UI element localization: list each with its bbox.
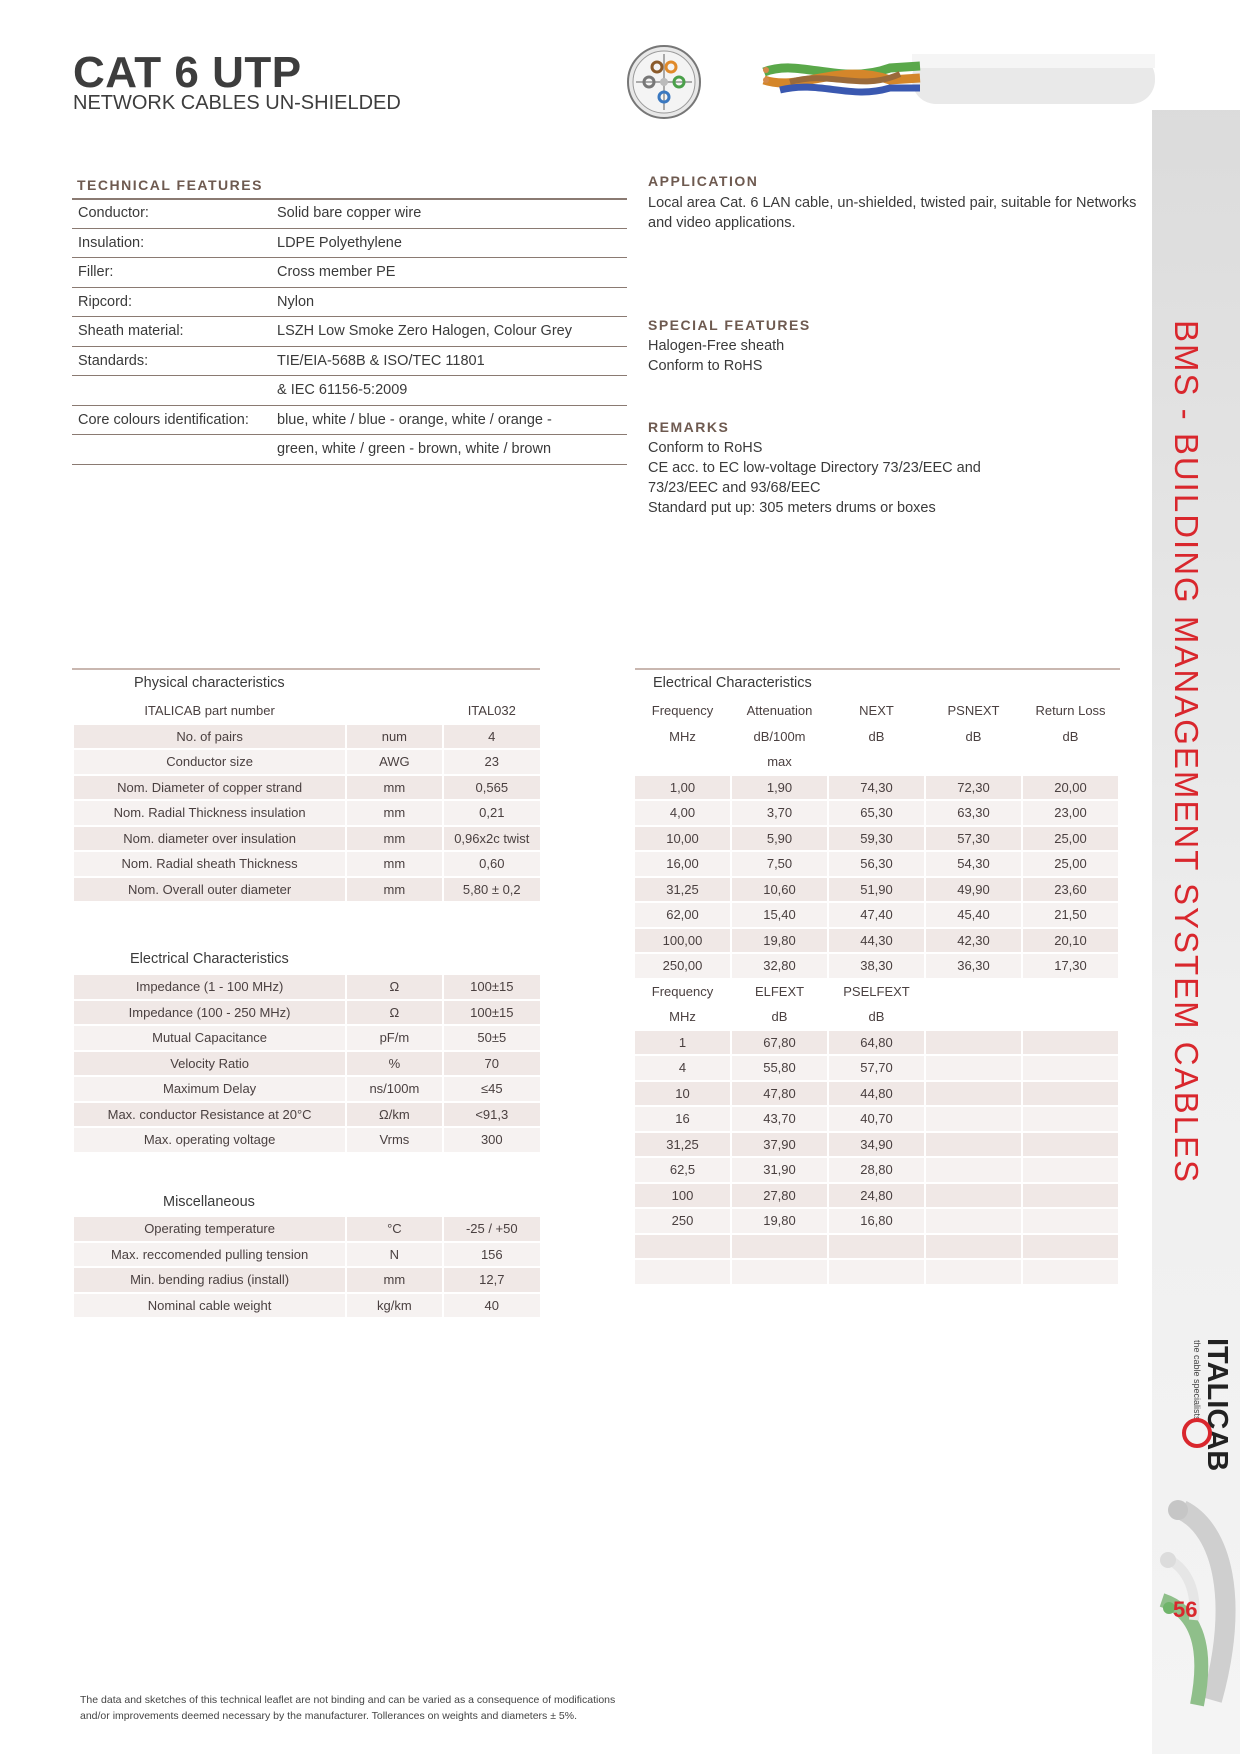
feature-value: green, white / green - brown, white / brown [277, 441, 552, 457]
table-cell: Frequency [651, 983, 714, 999]
remark-line: 73/23/EEC and 93/68/EEC [648, 480, 821, 496]
table-cell: 4 [635, 1056, 730, 1080]
table-cell [1023, 1107, 1118, 1131]
table-cell: Nom. Diameter of copper strand [74, 776, 345, 800]
table-row [72, 288, 627, 318]
table-cell: mm [347, 852, 441, 876]
table-cell: 250 [635, 1209, 730, 1233]
table-cell: 100±15 [444, 1001, 540, 1025]
table-cell: 62,5 [635, 1158, 730, 1182]
table-cell: 4,00 [635, 801, 730, 825]
page-subtitle: NETWORK CABLES UN-SHIELDED [73, 92, 401, 114]
table-cell: Frequency [651, 703, 714, 719]
application-heading: APPLICATION [648, 173, 759, 189]
page-title: CAT 6 UTP [73, 48, 302, 97]
vertical-category-title: BMS - BUILDING MANAGEMENT SYSTEM CABLES [1168, 320, 1205, 1185]
table-cell: Min. bending radius (install) [74, 1268, 345, 1292]
table-cell [1023, 1158, 1118, 1182]
table-cell: 100±15 [444, 975, 540, 999]
table-cell: 20,00 [1023, 776, 1118, 800]
table-cell [1023, 1209, 1118, 1233]
table-cell: 16,80 [829, 1209, 924, 1233]
feature-label: Insulation: [78, 234, 145, 251]
table-row [72, 347, 627, 377]
table-cell [732, 1260, 827, 1284]
table-cell: 70 [444, 1052, 540, 1076]
table-row [635, 980, 1118, 1004]
table-cell: PSNEXT [947, 703, 1000, 719]
table-cell: 16,00 [635, 852, 730, 876]
table-cell: ns/100m [347, 1077, 441, 1101]
table-cell [926, 750, 1021, 774]
table-cell: 47,40 [829, 903, 924, 927]
table-cell: 23,60 [1023, 878, 1118, 902]
table-row [635, 1005, 1118, 1029]
table-cell: N [347, 1243, 441, 1267]
physical-table [72, 697, 542, 903]
table-cell: 5,80 ± 0,2 [444, 878, 540, 902]
physical-caption: Physical characteristics [134, 675, 285, 691]
table-cell: 100 [635, 1184, 730, 1208]
feature-value: LDPE Polyethylene [277, 234, 402, 251]
table-row [635, 929, 1118, 953]
table-row [635, 1082, 1118, 1106]
table-cell: 20,10 [1023, 929, 1118, 953]
table-cell: max [767, 754, 792, 770]
table-row [635, 1133, 1118, 1157]
disclaimer [80, 1692, 615, 1724]
table-cell [1023, 980, 1118, 1004]
table-cell: 23,00 [1023, 801, 1118, 825]
technical-features-heading: TECHNICAL FEATURES [77, 177, 263, 193]
table-cell: 16 [635, 1107, 730, 1131]
table-row [635, 1184, 1118, 1208]
table-cell: 72,30 [926, 776, 1021, 800]
table-cell: Return Loss [1035, 703, 1106, 719]
table-row [74, 750, 540, 774]
table-cell: 57,30 [926, 827, 1021, 851]
physical-top-rule [72, 668, 540, 670]
cable-side-image [760, 52, 1155, 108]
cable-cross-section-image [626, 44, 702, 120]
table-cell: pF/m [347, 1026, 441, 1050]
table-cell: mm [347, 878, 441, 902]
table-cell: Nom. diameter over insulation [74, 827, 345, 851]
table-row [74, 975, 540, 999]
table-row [74, 1103, 540, 1127]
electrical-table [72, 973, 542, 1154]
table-row [74, 1026, 540, 1050]
table-cell: 4 [444, 725, 540, 749]
table-row [74, 1128, 540, 1152]
table-cell: Impedance (100 - 250 MHz) [74, 1001, 345, 1025]
table-cell: 0,21 [444, 801, 540, 825]
feature-value: Cross member PE [277, 264, 396, 280]
table-cell: Velocity Ratio [74, 1052, 345, 1076]
table-cell [1023, 1260, 1118, 1284]
table-cell: Mutual Capacitance [74, 1026, 345, 1050]
table-cell [635, 1260, 730, 1284]
table-row [635, 1158, 1118, 1182]
feature-label: Filler: [78, 264, 114, 280]
table-row [74, 699, 540, 723]
table-cell [926, 1082, 1021, 1106]
table-row [635, 801, 1118, 825]
feature-value: LSZH Low Smoke Zero Halogen, Colour Grey [277, 323, 572, 339]
table-cell [926, 1133, 1021, 1157]
special-features-heading: SPECIAL FEATURES [648, 317, 811, 333]
table-row [72, 229, 627, 259]
technical-features-table [72, 199, 627, 465]
remark-line: Standard put up: 305 meters drums or boxes [648, 500, 936, 516]
electrical-frequency-table [633, 697, 1120, 1286]
table-cell [732, 1235, 827, 1259]
table-cell [1023, 1031, 1118, 1055]
table-cell: 21,50 [1023, 903, 1118, 927]
table-row [72, 406, 627, 436]
table-cell: 10,60 [732, 878, 827, 902]
table-cell [1023, 1082, 1118, 1106]
table-cell: Ω [347, 975, 441, 999]
remark-line: Conform to RoHS [648, 440, 763, 456]
disclaimer-line: and/or improvements deemed necessary by the manufacturer. Tollerances on weights and diameters ± 5%. [80, 1710, 577, 1722]
table-cell: 100,00 [635, 929, 730, 953]
logo-wordmark: ITALICAB [1201, 1338, 1232, 1472]
table-row [74, 1001, 540, 1025]
table-row [635, 1056, 1118, 1080]
table-cell: Ω/km [347, 1103, 441, 1127]
table-cell: Maximum Delay [74, 1077, 345, 1101]
table-row [635, 725, 1118, 749]
table-cell: 10,00 [635, 827, 730, 851]
table-cell: Vrms [347, 1128, 441, 1152]
table-cell: Max. operating voltage [74, 1128, 345, 1152]
table-cell: 31,90 [732, 1158, 827, 1182]
sidebar-top-blank [1152, 0, 1240, 110]
page-number: 56 [1173, 1597, 1198, 1622]
table-row [72, 258, 627, 288]
table-row [635, 1260, 1118, 1284]
table-cell: mm [347, 776, 441, 800]
table-cell [926, 1107, 1021, 1131]
table-cell: ≤45 [444, 1077, 540, 1101]
table-cell: num [347, 725, 441, 749]
table-cell: Impedance (1 - 100 MHz) [74, 975, 345, 999]
table-cell: Ω [347, 1001, 441, 1025]
remarks-heading: REMARKS [648, 419, 730, 435]
table-cell: No. of pairs [74, 725, 345, 749]
feature-label: Sheath material: [78, 323, 184, 339]
table-cell: NEXT [859, 703, 894, 719]
table-cell: PSELFEXT [843, 983, 910, 999]
table-cell: 67,80 [732, 1031, 827, 1055]
table-row [72, 317, 627, 347]
table-cell: 74,30 [829, 776, 924, 800]
table-cell [635, 750, 730, 774]
table-cell: 27,80 [732, 1184, 827, 1208]
table-cell: MHz [669, 1009, 696, 1025]
table-cell: 0,565 [444, 776, 540, 800]
table-cell [1023, 1235, 1118, 1259]
table-cell: 50±5 [444, 1026, 540, 1050]
table-cell [347, 699, 441, 723]
table-cell: ITAL032 [467, 703, 516, 719]
table-cell: 25,00 [1023, 827, 1118, 851]
table-cell: 0,96x2c twist [444, 827, 540, 851]
table-cell [926, 1056, 1021, 1080]
table-row [635, 878, 1118, 902]
table-row [635, 954, 1118, 978]
table-cell [1023, 1184, 1118, 1208]
table-cell [1023, 1005, 1118, 1029]
table-row [635, 1031, 1118, 1055]
table-cell: 57,70 [829, 1056, 924, 1080]
table-cell: 56,30 [829, 852, 924, 876]
table-cell: Max. reccomended pulling tension [74, 1243, 345, 1267]
feature-value: TIE/EIA-568B & ISO/TEC 11801 [277, 352, 485, 369]
electrical-right-top-rule [635, 668, 1120, 670]
table-cell: 5,90 [732, 827, 827, 851]
table-cell: ELFEXT [754, 983, 805, 999]
table-cell: 32,80 [732, 954, 827, 978]
table-cell: -25 / +50 [444, 1217, 540, 1241]
table-cell: 38,30 [829, 954, 924, 978]
table-row [635, 852, 1118, 876]
misc-table [72, 1215, 542, 1319]
table-row [72, 199, 627, 229]
table-cell: 49,90 [926, 878, 1021, 902]
table-cell: dB [868, 728, 885, 744]
table-cell: 51,90 [829, 878, 924, 902]
table-row [635, 750, 1118, 774]
table-cell: % [347, 1052, 441, 1076]
table-cell: 31,25 [635, 1133, 730, 1157]
table-row [635, 903, 1118, 927]
electrical-right-caption: Electrical Characteristics [653, 675, 812, 691]
table-cell: 45,40 [926, 903, 1021, 927]
table-row [635, 776, 1118, 800]
special-feature-line: Halogen-Free sheath [648, 338, 785, 354]
table-cell: mm [347, 801, 441, 825]
table-cell: MHz [669, 728, 696, 744]
table-row [74, 801, 540, 825]
table-cell: 1,90 [732, 776, 827, 800]
table-row [635, 1107, 1118, 1131]
table-cell: 40 [444, 1294, 540, 1318]
table-cell [926, 1031, 1021, 1055]
remarks-text [648, 438, 981, 518]
table-cell [926, 980, 1021, 1004]
table-cell [1023, 1133, 1118, 1157]
table-cell: 44,30 [829, 929, 924, 953]
table-row [74, 852, 540, 876]
feature-value: Solid bare copper wire [277, 205, 422, 221]
table-cell: 12,7 [444, 1268, 540, 1292]
table-cell [926, 1235, 1021, 1259]
table-cell: °C [347, 1217, 441, 1241]
table-cell: 1 [635, 1031, 730, 1055]
table-cell: Conductor size [74, 750, 345, 774]
table-row [74, 878, 540, 902]
table-cell: 1,00 [635, 776, 730, 800]
electrical-caption: Electrical Characteristics [130, 951, 289, 967]
table-cell: 63,30 [926, 801, 1021, 825]
table-cell: 36,30 [926, 954, 1021, 978]
table-cell: Nom. Overall outer diameter [74, 878, 345, 902]
feature-label: Ripcord: [78, 293, 132, 310]
special-features-text [648, 336, 784, 376]
table-cell: 65,30 [829, 801, 924, 825]
table-cell: 47,80 [732, 1082, 827, 1106]
disclaimer-line: The data and sketches of this technical leaflet are not binding and can be varied as a consequence of modifications [80, 1694, 616, 1706]
feature-value: & IEC 61156-5:2009 [277, 382, 408, 398]
table-row [74, 776, 540, 800]
feature-label: Standards: [78, 352, 149, 369]
table-cell: 34,90 [829, 1133, 924, 1157]
table-cell: Max. conductor Resistance at 20°C [74, 1103, 345, 1127]
table-cell: 156 [444, 1243, 540, 1267]
table-cell: dB [1062, 728, 1079, 744]
feature-value: Nylon [277, 293, 315, 310]
table-cell [926, 1158, 1021, 1182]
table-cell: 55,80 [732, 1056, 827, 1080]
table-cell: kg/km [347, 1294, 441, 1318]
table-row [74, 1052, 540, 1076]
table-cell: 0,60 [444, 852, 540, 876]
table-row [74, 1243, 540, 1267]
table-row [72, 376, 627, 406]
table-cell: 25,00 [1023, 852, 1118, 876]
table-cell: Attenuation [746, 703, 813, 719]
table-cell: dB [965, 728, 982, 744]
table-cell: AWG [347, 750, 441, 774]
table-cell: 10 [635, 1082, 730, 1106]
table-cell: 28,80 [829, 1158, 924, 1182]
table-cell: ITALICAB part number [144, 703, 275, 719]
table-row [72, 435, 627, 465]
table-cell: dB [868, 1009, 885, 1025]
table-cell: 44,80 [829, 1082, 924, 1106]
table-cell: 54,30 [926, 852, 1021, 876]
table-row [74, 1268, 540, 1292]
table-cell: Operating temperature [74, 1217, 345, 1241]
table-cell [926, 1209, 1021, 1233]
table-cell: 40,70 [829, 1107, 924, 1131]
italicab-logo [1162, 1330, 1232, 1480]
table-row [635, 1235, 1118, 1259]
table-cell: Nom. Radial sheath Thickness [74, 852, 345, 876]
table-cell [829, 1260, 924, 1284]
feature-label: Core colours identification: [78, 411, 249, 428]
table-cell: mm [347, 1268, 441, 1292]
table-cell: 250,00 [635, 954, 730, 978]
table-row [74, 1294, 540, 1318]
table-cell: dB [771, 1009, 788, 1025]
table-row [74, 1077, 540, 1101]
feature-label: Conductor: [78, 205, 149, 221]
table-cell: 24,80 [829, 1184, 924, 1208]
table-cell: 64,80 [829, 1031, 924, 1055]
table-cell [1023, 750, 1118, 774]
application-text [648, 193, 1138, 233]
table-cell: 43,70 [732, 1107, 827, 1131]
table-cell: Nom. Radial Thickness insulation [74, 801, 345, 825]
table-cell [829, 750, 924, 774]
table-row [74, 725, 540, 749]
table-cell: <91,3 [444, 1103, 540, 1127]
table-cell [829, 1235, 924, 1259]
application-line: Local area Cat. 6 LAN cable, un-shielded, twisted pair, suitable for Networks [648, 195, 1137, 211]
table-cell [635, 1235, 730, 1259]
table-cell: 31,25 [635, 878, 730, 902]
table-cell: 42,30 [926, 929, 1021, 953]
table-cell: dB/100m [753, 728, 806, 744]
table-cell: 62,00 [635, 903, 730, 927]
remark-line: CE acc. to EC low-voltage Directory 73/23/EEC and [648, 460, 981, 476]
table-cell [1023, 1056, 1118, 1080]
table-row [635, 699, 1118, 723]
table-cell [926, 1184, 1021, 1208]
table-cell [926, 1005, 1021, 1029]
table-cell: 15,40 [732, 903, 827, 927]
table-cell: mm [347, 827, 441, 851]
table-cell: 37,90 [732, 1133, 827, 1157]
table-cell: 59,30 [829, 827, 924, 851]
feature-value: blue, white / blue - orange, white / orange - [277, 411, 552, 428]
table-cell: 3,70 [732, 801, 827, 825]
table-cell: 300 [444, 1128, 540, 1152]
table-cell: 19,80 [732, 1209, 827, 1233]
table-row [635, 1209, 1118, 1233]
misc-caption: Miscellaneous [163, 1194, 255, 1210]
logo-tagline: the cable specialists [1192, 1340, 1202, 1421]
table-row [74, 827, 540, 851]
table-cell: 7,50 [732, 852, 827, 876]
special-feature-line: Conform to RoHS [648, 358, 763, 374]
application-line: and video applications. [648, 215, 796, 231]
table-row [635, 827, 1118, 851]
table-cell: 17,30 [1023, 954, 1118, 978]
table-cell: Nominal cable weight [74, 1294, 345, 1318]
table-cell: 23 [444, 750, 540, 774]
table-row [74, 1217, 540, 1241]
table-cell: 19,80 [732, 929, 827, 953]
table-cell [926, 1260, 1021, 1284]
